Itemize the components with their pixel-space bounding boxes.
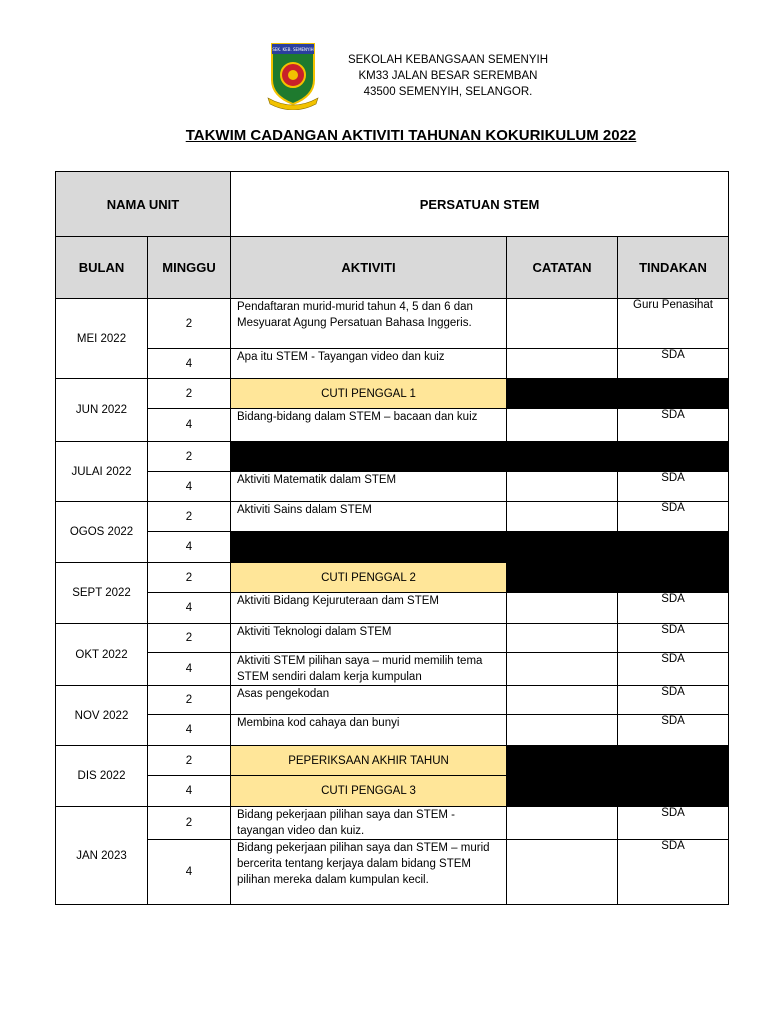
action-cell: SDA bbox=[618, 807, 729, 840]
week-cell: 4 bbox=[148, 776, 231, 807]
table-row bbox=[56, 379, 729, 409]
activity-cell: Membina kod cahaya dan bunyi bbox=[231, 715, 507, 746]
activity-calendar-table bbox=[55, 171, 729, 905]
action-cell: SDA bbox=[618, 686, 729, 715]
week-cell: 2 bbox=[148, 379, 231, 409]
action-cell: SDA bbox=[618, 653, 729, 686]
week-cell: 4 bbox=[148, 715, 231, 746]
table-row bbox=[56, 563, 729, 593]
week-cell: 4 bbox=[148, 349, 231, 379]
table-row bbox=[56, 409, 729, 442]
action-cell: SDA bbox=[618, 593, 729, 624]
table-row bbox=[56, 686, 729, 715]
action-cell: SDA bbox=[618, 502, 729, 532]
holiday-cell: CUTI PENGGAL 2 bbox=[231, 563, 507, 593]
action-cell: SDA bbox=[618, 624, 729, 653]
activity-cell: Asas pengekodan bbox=[231, 686, 507, 715]
table-row bbox=[56, 840, 729, 905]
table-row bbox=[56, 807, 729, 840]
blocked-cell bbox=[231, 442, 729, 472]
month-cell: NOV 2022 bbox=[56, 686, 148, 746]
blocked-cell bbox=[231, 532, 729, 563]
unit-value-cell: PERSATUAN STEM bbox=[231, 172, 729, 237]
activity-cell: Aktiviti Matematik dalam STEM bbox=[231, 472, 507, 502]
week-cell: 4 bbox=[148, 409, 231, 442]
note-cell bbox=[507, 299, 618, 349]
table-row bbox=[56, 593, 729, 624]
month-cell: DIS 2022 bbox=[56, 746, 148, 807]
header-minggu: MINGGU bbox=[148, 237, 231, 299]
week-cell: 4 bbox=[148, 532, 231, 563]
activity-cell: Bidang pekerjaan pilihan saya dan STEM - tayangan video dan kuiz. bbox=[231, 807, 507, 840]
blocked-cell bbox=[507, 746, 729, 807]
note-cell bbox=[507, 686, 618, 715]
week-cell: 2 bbox=[148, 807, 231, 840]
note-cell bbox=[507, 502, 618, 532]
activity-cell: Pendaftaran murid-murid tahun 4, 5 dan 6 dan Mesyuarat Agung Persatuan Bahasa Inggeris. bbox=[231, 299, 507, 349]
month-cell: JUN 2022 bbox=[56, 379, 148, 442]
week-cell: 2 bbox=[148, 686, 231, 715]
action-cell: SDA bbox=[618, 840, 729, 905]
table-row bbox=[56, 299, 729, 349]
note-cell bbox=[507, 593, 618, 624]
school-crest-logo bbox=[266, 42, 320, 110]
blocked-cell bbox=[507, 563, 729, 593]
month-cell: SEPT 2022 bbox=[56, 563, 148, 624]
month-cell: MEI 2022 bbox=[56, 299, 148, 379]
holiday-cell: CUTI PENGGAL 1 bbox=[231, 379, 507, 409]
note-cell bbox=[507, 472, 618, 502]
header-tindakan: TINDAKAN bbox=[618, 237, 729, 299]
note-cell bbox=[507, 807, 618, 840]
table-row bbox=[56, 349, 729, 379]
document-title: TAKWIM CADANGAN AKTIVITI TAHUNAN KOKURIKULUM 2022 bbox=[185, 127, 637, 144]
week-cell: 2 bbox=[148, 746, 231, 776]
week-cell: 4 bbox=[148, 840, 231, 905]
table-row bbox=[56, 624, 729, 653]
activity-cell: Aktiviti Teknologi dalam STEM bbox=[231, 624, 507, 653]
activity-cell: Aktiviti Sains dalam STEM bbox=[231, 502, 507, 532]
action-cell: Guru Penasihat bbox=[618, 299, 729, 349]
week-cell: 2 bbox=[148, 442, 231, 472]
header-catatan: CATATAN bbox=[507, 237, 618, 299]
header-bulan: BULAN bbox=[56, 237, 148, 299]
week-cell: 2 bbox=[148, 299, 231, 349]
table-row bbox=[56, 746, 729, 776]
blocked-cell bbox=[507, 379, 729, 409]
holiday-cell: CUTI PENGGAL 3 bbox=[231, 776, 507, 807]
week-cell: 2 bbox=[148, 502, 231, 532]
header-aktiviti: AKTIVITI bbox=[231, 237, 507, 299]
month-cell: JULAI 2022 bbox=[56, 442, 148, 502]
activity-cell: Aktiviti STEM pilihan saya – murid memilih tema STEM sendiri dalam kerja kumpulan bbox=[231, 653, 507, 686]
unit-label-cell: NAMA UNIT bbox=[56, 172, 231, 237]
table-row bbox=[56, 442, 729, 472]
activity-cell: Apa itu STEM - Tayangan video dan kuiz bbox=[231, 349, 507, 379]
action-cell: SDA bbox=[618, 715, 729, 746]
school-address-block bbox=[330, 52, 566, 100]
note-cell bbox=[507, 715, 618, 746]
note-cell bbox=[507, 409, 618, 442]
note-cell bbox=[507, 653, 618, 686]
month-cell: OKT 2022 bbox=[56, 624, 148, 686]
month-cell: JAN 2023 bbox=[56, 807, 148, 905]
table-row bbox=[56, 653, 729, 686]
exam-cell: PEPERIKSAAN AKHIR TAHUN bbox=[231, 746, 507, 776]
table-row bbox=[56, 502, 729, 532]
action-cell: SDA bbox=[618, 409, 729, 442]
note-cell bbox=[507, 349, 618, 379]
week-cell: 4 bbox=[148, 653, 231, 686]
school-name: SEKOLAH KEBANGSAAN SEMENYIH bbox=[347, 54, 549, 66]
week-cell: 4 bbox=[148, 472, 231, 502]
activity-cell: Bidang-bidang dalam STEM – bacaan dan kuiz bbox=[231, 409, 507, 442]
week-cell: 2 bbox=[148, 624, 231, 653]
month-cell: OGOS 2022 bbox=[56, 502, 148, 563]
table-row bbox=[56, 715, 729, 746]
action-cell: SDA bbox=[618, 472, 729, 502]
school-address-line1: KM33 JALAN BESAR SEREMBAN bbox=[358, 70, 538, 82]
note-cell bbox=[507, 624, 618, 653]
table-row bbox=[56, 472, 729, 502]
note-cell bbox=[507, 840, 618, 905]
school-address-line2: 43500 SEMENYIH, SELANGOR. bbox=[363, 86, 533, 98]
activity-cell: Aktiviti Bidang Kejuruteraan dam STEM bbox=[231, 593, 507, 624]
table-row bbox=[56, 532, 729, 563]
svg-text:SEK. KEB. SEMENYIH: SEK. KEB. SEMENYIH bbox=[272, 47, 314, 52]
week-cell: 4 bbox=[148, 593, 231, 624]
activity-cell: Bidang pekerjaan pilihan saya dan STEM – murid bercerita tentang kerjaya dalam bidang STEM pilihan mereka dalam kumpulan kecil. bbox=[231, 840, 507, 905]
action-cell: SDA bbox=[618, 349, 729, 379]
week-cell: 2 bbox=[148, 563, 231, 593]
